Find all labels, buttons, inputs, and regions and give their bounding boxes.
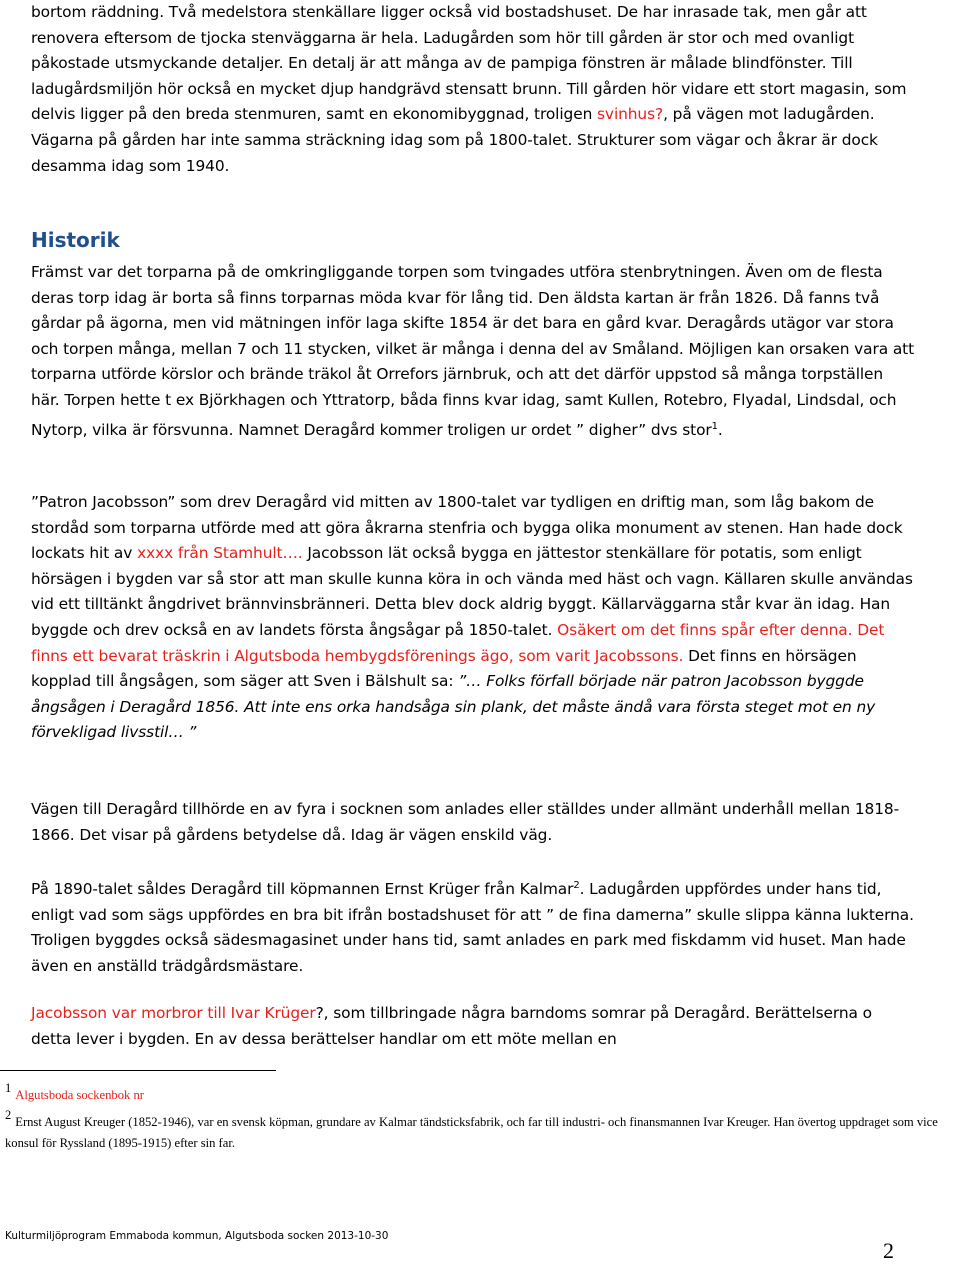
text-run: Det finns en hörsägen kopplad till ångsågen, som säger att Sven i Bälshult sa:: [31, 646, 857, 691]
footnote-reference: 2: [573, 880, 580, 891]
footnote-2: [5, 1105, 960, 1154]
page-footer: Kulturmiljöprogram Emmaboda kommun, Algutsboda socken 2013-10-30: [5, 1230, 389, 1242]
footnote-number: 1: [5, 1081, 12, 1095]
text-run: ”Patron Jacobsson” som drev Deragård vid mitten av 1800-talet var tydligen en driftig man, som låg bakom de stordåd som torparna utförde med att göra åkrarna stenfria och bygga olika monument av stenen. Han hade dock lockats hit av: [31, 493, 903, 563]
highlighted-note: xxxx från Stamhult….: [137, 544, 303, 563]
highlighted-note: svinhus?: [597, 105, 664, 124]
paragraph-ivar-kruger: [31, 1001, 916, 1052]
paragraph-history: [31, 260, 916, 443]
paragraph-kruger: [31, 873, 916, 979]
paragraph-farm-buildings: [31, 0, 916, 179]
text-run: ?, som tillbringade några barndoms somrar på Deragård. Berättelserna o detta lever i bygden. En av dessa berättelser handlar om ett möte mellan en: [31, 1004, 872, 1048]
paragraph-patron-jacobsson: [31, 490, 916, 746]
footnote-text: Algutsboda sockenbok nr: [15, 1088, 144, 1102]
footnote-number: 2: [5, 1108, 12, 1122]
footnote-divider: [0, 1070, 276, 1071]
text-run: .: [717, 420, 723, 439]
footnote-reference: 1: [711, 420, 718, 432]
page-number: 2: [883, 1238, 894, 1263]
paragraph-road: [31, 797, 916, 848]
text-run: , på vägen mot ladugården. Vägarna på gården har inte samma sträckning idag som på 1800-talet. Strukturer som vägar och åkrar är dock desamma idag som 1940.: [31, 105, 878, 175]
section-heading: Historik: [31, 228, 120, 252]
text-run: Främst var det torparna på de omkringliggande torpen som tvingades utföra stenbrytningen. Även om de flesta deras torp idag är borta så finns torparnas möda kvar för lång tid. Den äldsta kartan är från 1826. Då fanns två gårdar på ägorna, men vid mätningen inför laga skifte 1854 är det bara en gård kvar. Deragårds utägor var stora och torpen många, mellan 7 och 11 stycken, vilket är många i denna del av Småland. Möjligen kan orsaken vara att torparna utförde körslor och brände träkol åt Orrefors järnbruk, och att det därför uppstod så många torpställen här. Torpen hette t ex Björkhagen och Yttratorp, båda finns kvar idag, samt Kullen, Rotebro, Flyadal, Lindsdal, och Nytorp, vilka är försvunna. Namnet Deragård kommer troligen ur ordet ” digher” dvs stor: [31, 263, 915, 439]
footnote-1: [5, 1078, 960, 1106]
highlighted-note: Osäkert om det finns spår efter denna. Det finns ett bevarat träskrin i Algutsboda hembygdsförenings ägo, som varit Jacobssons.: [31, 620, 885, 665]
text-run: Vägen till Deragård tillhörde en av fyra i socknen som anlades eller ställdes under allmänt underhåll mellan 1818-1866. Det visar på gårdens betydelse då. Idag är vägen enskild väg.: [31, 800, 900, 844]
quote: ”… Folks förfall började när patron Jacobsson byggde ångsågen i Deragård 1856. Att inte ens orka handsåga sin plank, det måste ändå vara första steget mot en ny förvekligad livsstil… ”: [31, 672, 876, 742]
text-run: . Ladugården uppfördes under hans tid, enligt vad som sägs uppfördes en bra bit ifrån bostadshuset för att ” de fina damerna” skulle slippa känna lukterna. Troligen byggdes också sädesmagasinet under hans tid, samt anlades en park med fiskdamm vid huset. Man hade även en anställd trädgårdsmästare.: [31, 880, 914, 975]
highlighted-note: Jacobsson var morbror till Ivar Krüger: [31, 1004, 316, 1022]
text-run: Jacobsson lät också bygga en jättestor stenkällare för potatis, som enligt hörsägen i bygden var så stor att man skulle kunna köra in och vända med häst och vagn. Källaren skulle användas vid ett tilltänkt ångdrivet brännvinsbränneri. Detta blev dock aldrig byggt. Källarväggarna står kvar än idag. Han byggde och drev också en av landets första ångsågar på 1850-talet.: [31, 544, 913, 639]
footnote-text: Ernst August Kreuger (1852-1946), var en svensk köpman, grundare av Kalmar tändsticksfabrik, och far till industri- och finansmannen Ivar Kreuger. Han övertog uppdraget som vice konsul för Ryssland (1895-1915) efter sin far.: [5, 1115, 938, 1150]
text-run: På 1890-talet såldes Deragård till köpmannen Ernst Krüger från Kalmar: [31, 880, 574, 898]
text-run: bortom räddning. Två medelstora stenkällare ligger också vid bostadshuset. De har inrasade tak, men går att renovera eftersom de tjocka stenväggarna är hela. Ladugården som hör till gården är stor och med ovanligt påkostade utsmyckande detaljer. En detalj är att många av de pampiga fönstren är målade blindfönster. Till ladugårdsmiljön hör också en mycket djup handgrävd stensatt brunn. Till gården hör vidare ett stort magasin, som delvis ligger på den breda stenmuren, samt en ekonomibyggnad, troligen: [31, 3, 907, 124]
